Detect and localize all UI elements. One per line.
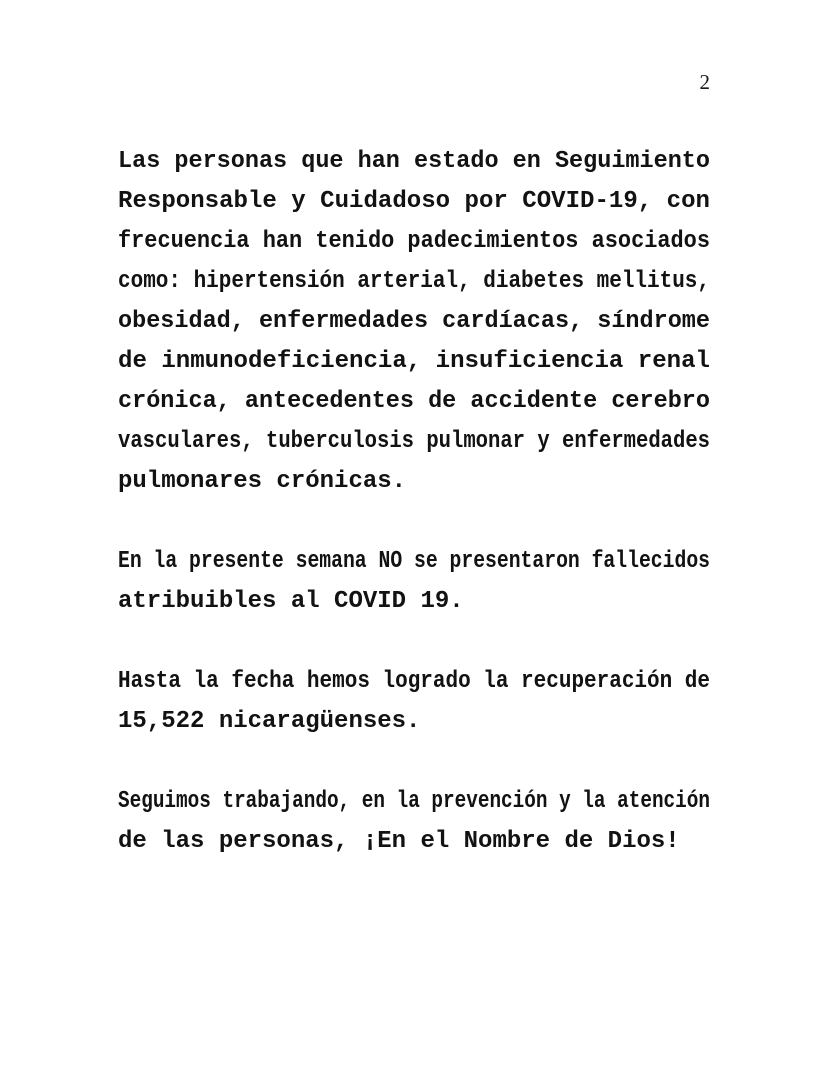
text-line-content: frecuencia han tenido padecimientos asociados <box>118 228 710 255</box>
text-line-content: de las personas, ¡En el Nombre de Dios! <box>118 828 680 855</box>
text-line-content: Hasta la fecha hemos logrado la recuperación de <box>118 668 710 695</box>
text-line-content: pulmonares crónicas. <box>118 468 407 495</box>
text-line <box>118 342 710 382</box>
text-line <box>118 662 710 702</box>
text-line <box>118 782 710 822</box>
text-line-content: crónica, antecedentes de accidente cerebro <box>118 388 710 415</box>
text-line-content: obesidad, enfermedades cardíacas, síndrome <box>118 308 710 335</box>
text-line <box>118 822 710 862</box>
paragraph-recuperacion <box>118 662 710 742</box>
text-line-content: Responsable y Cuidadoso por COVID-19, con <box>118 188 710 215</box>
text-line <box>118 142 710 182</box>
text-line <box>118 702 710 742</box>
text-line-content: En la presente semana NO se presentaron fallecidos <box>118 548 710 575</box>
text-line-content: vasculares, tuberculosis pulmonar y enfermedades <box>118 428 710 455</box>
text-line-content: como: hipertensión arterial, diabetes mellitus, <box>118 268 710 295</box>
text-line-content: Seguimos trabajando, en la prevención y la atención <box>118 788 710 815</box>
text-line-content: de inmunodeficiencia, insuficiencia renal <box>118 348 710 375</box>
text-line <box>118 422 710 462</box>
text-line-content: Las personas que han estado en Seguimiento <box>118 148 710 175</box>
text-line <box>118 582 710 622</box>
paragraph-padecimientos <box>118 142 710 502</box>
text-line <box>118 182 710 222</box>
text-line <box>118 542 710 582</box>
text-line <box>118 382 710 422</box>
document-body <box>118 142 710 862</box>
text-line <box>118 302 710 342</box>
paragraph-fallecidos <box>118 542 710 622</box>
text-line-content: 15,522 nicaragüenses. <box>118 708 421 735</box>
paragraph-cierre <box>118 782 710 862</box>
text-line <box>118 462 710 502</box>
text-line <box>118 262 710 302</box>
text-line-content: atribuibles al COVID 19. <box>118 588 464 615</box>
text-line <box>118 222 710 262</box>
page-number: 2 <box>699 70 710 94</box>
